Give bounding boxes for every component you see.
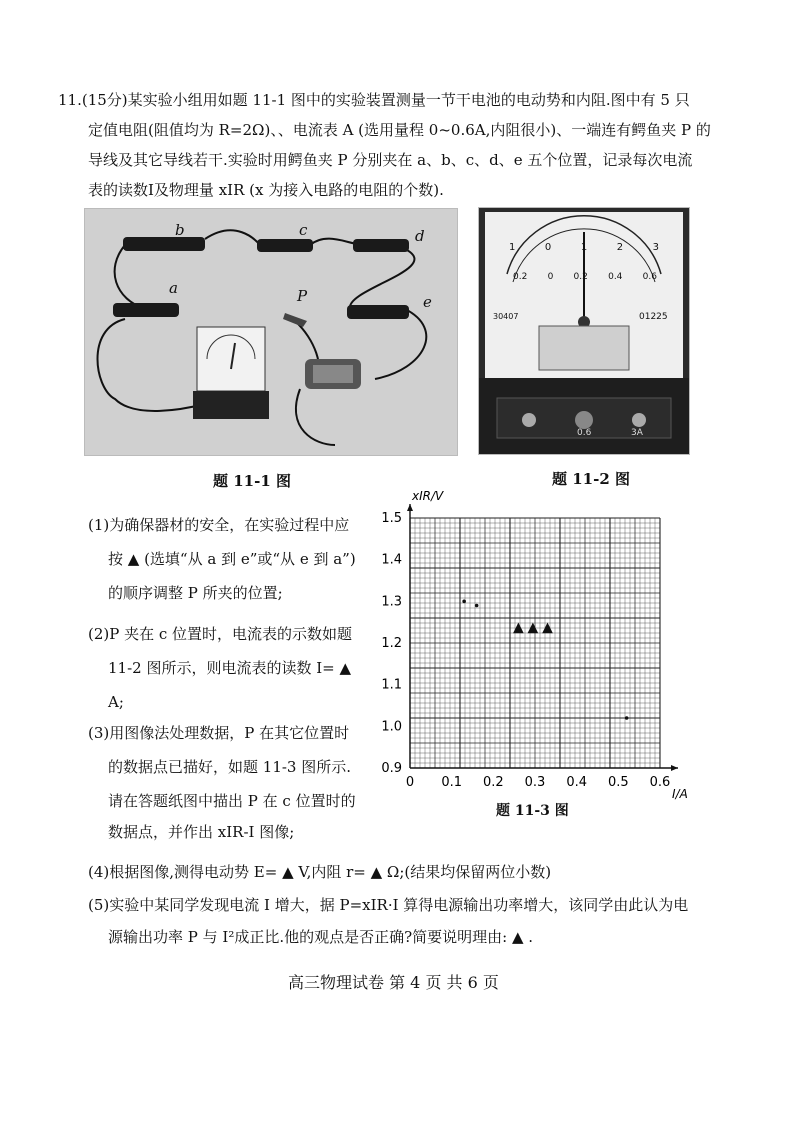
q1-line-3: 的顺序调整 P 所夹的位置; [108,584,283,602]
label-d: d [415,227,425,245]
label-c: c [299,221,308,239]
problem-line-4: 表的读数I及物理量 xIR (x 为接入电路的电阻的个数). [88,181,444,199]
meter-top-scale [509,242,659,253]
y-tick-label: 0.9 [381,761,402,776]
chart-axes [407,504,678,771]
y-tick-label: 1.0 [381,719,402,735]
bottom-scale-1: 0 [547,272,554,282]
y-axis-arrow [407,504,413,511]
answer-marker: ▲ [512,619,524,636]
q1-line-2: 按 ▲ (选填“从 a 到 e”或“从 e 到 a”) [108,550,356,568]
q3-line-3: 请在答题纸图中描出 P 在 c 位置时的 [108,792,356,810]
problem-line-2: 定值电阻(阻值均为 R=2Ω)、、电流表 A (选用量程 0~0.6A,内阻很小)、一端连有鳄鱼夹 P 的 [88,121,711,139]
top-scale-2: 1 [580,242,588,253]
terminal-left-label: 0.6 [577,428,592,438]
q5-line-1: (5)实验中某同学发现电流 I 增大，据 P=xIR·I 算得电源输出功率增大，该同学由此认为电 [88,896,689,914]
answer-marker: ▲ [527,619,539,636]
top-scale-4: 3 [652,242,659,253]
bottom-scale-0: 0.2 [513,272,528,282]
q1-line-1: (1)为确保器材的安全，在实验过程中应 [88,516,350,534]
problem-line-1: 11.(15分)某实验小组用如题 11-1 图中的实验装置测量一节干电池的电动势和内阻.图中有 5 只 [58,91,690,109]
q5-line-2: 源输出功率 P 与 I²成正比.他的观点是否正确?简要说明理由: ▲ . [108,928,534,946]
x-tick-label: 0.4 [566,775,588,790]
meter-left-mark: 30407 [493,312,519,321]
q2-line-3: A; [108,693,124,711]
meter-bottom-scale [513,272,657,282]
bottom-scale-2: 0.2 [573,272,588,282]
page-footer: 高三物理试卷 第 4 页 共 6 页 [288,973,499,992]
meter-right-mark: 01225 [639,312,668,322]
y-tick-label: 1.3 [381,594,402,610]
answer-marker: ▲ [542,619,553,636]
bottom-scale-3: 0.4 [608,272,623,282]
chart-grid-major [410,518,660,768]
terminal-right-label: 3A [631,428,643,438]
x-axis-label: I/A [672,787,688,801]
x-tick-label: 0.3 [524,775,546,790]
label-p: P [297,287,308,305]
figure-11-2-photo [478,207,690,455]
label-a: a [169,279,178,297]
y-tick-label: 1.5 [381,511,402,526]
x-tick-label: 0 [405,775,415,790]
x-axis-arrow [671,765,678,771]
figure-11-1-caption: 题 11-1 图 [213,472,291,490]
x-tick-label: 0.1 [441,775,463,790]
q2-line-2: 11-2 图所示，则电流表的读数 I= ▲ [108,659,352,677]
resistor-e [347,305,409,319]
label-b: b [175,221,185,239]
top-scale-1: 0 [544,242,552,253]
x-tick-label: 0.2 [482,775,504,790]
resistor-a [113,303,179,317]
figure-11-3-caption: 题 11-3 图 [496,803,569,819]
chart-answer-markers [513,619,553,635]
q3-line-2: 的数据点已描好，如题 11-3 图所示. [108,758,352,776]
q3-line-1: (3)用图像法处理数据，P 在其它位置时 [88,724,350,742]
label-e: e [423,293,432,311]
q3-line-4: 数据点，并作出 xIR-I 图像; [108,823,295,841]
q4-line: (4)根据图像,测得电动势 E= ▲ V,内阻 r= ▲ Ω;(结果均保留两位小数) [88,863,552,881]
y-tick-label: 1.4 [381,552,402,568]
resistor-d [353,239,409,252]
y-axis-label: xIR/V [412,489,444,503]
y-tick-label: 1.1 [381,677,402,693]
resistor-b [123,237,205,251]
x-tick-label: 0.5 [607,775,629,790]
circuit-photo-drawing [85,209,457,455]
data-point [625,716,629,720]
bottom-scale-4: 0.6 [642,272,657,282]
problem-line-3: 导线及其它导线若干.实验时用鳄鱼夹 P 分别夹在 a、b、c、d、e 五个位置，记录每次电流 [88,151,693,169]
top-scale-0: 1 [509,242,516,253]
xir-i-chart [370,482,688,822]
resistor-c [257,239,313,252]
data-point [475,604,479,608]
y-tick-label: 1.2 [381,636,402,651]
data-point [462,600,466,604]
x-tick-label: 0.6 [649,775,671,790]
top-scale-3: 2 [616,242,624,253]
q2-line-1: (2)P 夹在 c 位置时，电流表的示数如题 [88,625,353,643]
figure-11-1-photo [84,208,458,456]
figure-11-2-caption: 题 11-2 图 [552,470,630,488]
